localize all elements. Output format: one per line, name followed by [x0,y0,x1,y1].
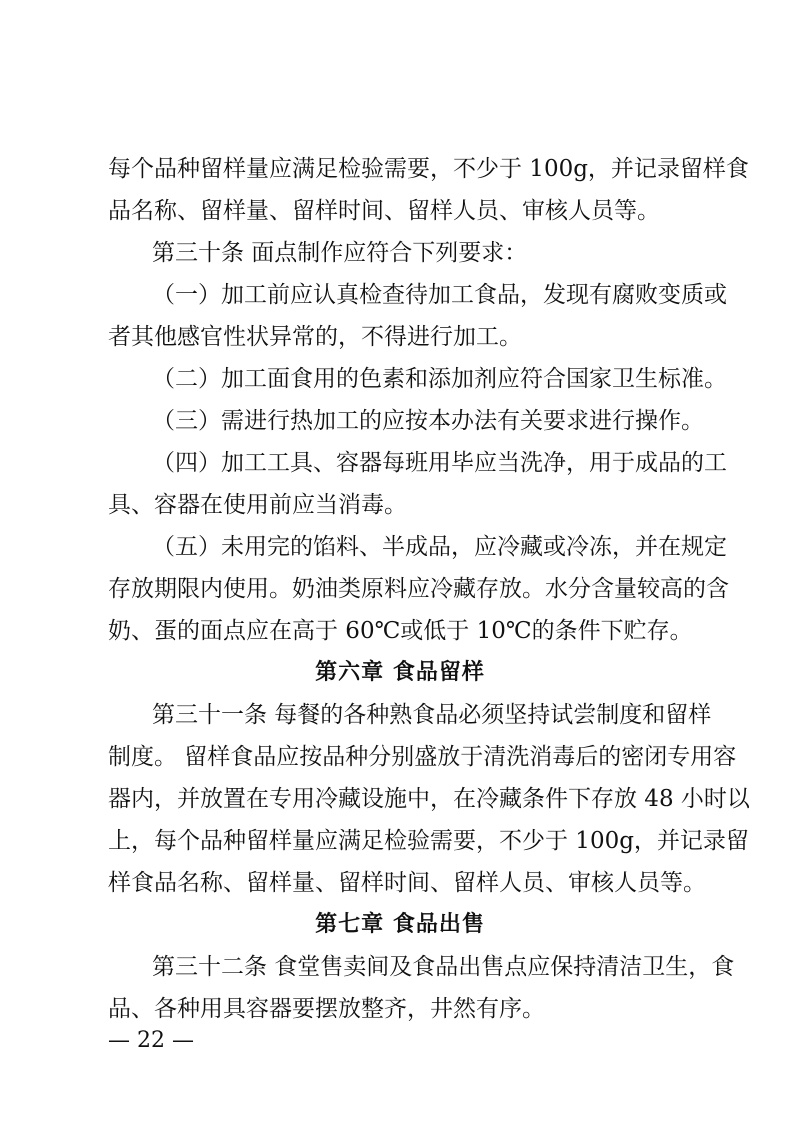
article-title: 第三十条 面点制作应符合下列要求： [152,240,528,266]
text-line: 具、容器在使用前应当消毒。 [108,492,407,518]
text-line: 存放期限内使用。奶油类原料应冷藏存放。水分含量较高的含 [108,576,729,602]
text-line: （五）未用完的馅料、半成品，应冷藏或冷冻，并在规定 [152,534,727,560]
chapter-heading: 第六章 食品留样 [315,660,485,685]
text-line: 品、各种用具容器要摆放整齐，井然有序。 [108,996,545,1022]
text-line: 第三十一条 每餐的各种熟食品必须坚持试尝制度和留样 [152,702,712,728]
text-line: （三）需进行热加工的应按本办法有关要求进行操作。 [152,408,704,434]
text-line: 上，每个品种留样量应满足检验需要，不少于 100g，并记录留 [108,828,749,854]
text-line: 第三十二条 食堂售卖间及食品出售点应保持清洁卫生，食 [152,954,735,980]
text-line: 者其他感官性状异常的，不得进行加工。 [108,324,522,350]
text-line: 奶、蛋的面点应在高于 60℃或低于 10℃的条件下贮存。 [108,618,693,644]
text-line: （四）加工工具、容器每班用毕应当洗净，用于成品的工 [152,450,727,476]
text-line: 品名称、留样量、留样时间、留样人员、审核人员等。 [108,198,660,224]
text-line: （一）加工前应认真检查待加工食品，发现有腐败变质或 [152,282,727,308]
text-line: 器内，并放置在专用冷藏设施中，在冷藏条件下存放 48 小时以 [108,786,750,812]
page-number: — 22 — [108,1028,194,1053]
text-line: 制度。 留样食品应按品种分别盛放于清洗消毒后的密闭专用容 [108,744,737,770]
chapter-heading: 第七章 食品出售 [315,912,485,937]
text-line: 样食品名称、留样量、留样时间、留样人员、审核人员等。 [108,870,706,896]
text-line: （二）加工面食用的色素和添加剂应符合国家卫生标准。 [152,366,727,392]
text-line: 每个品种留样量应满足检验需要，不少于 100g，并记录留样食 [108,156,749,182]
